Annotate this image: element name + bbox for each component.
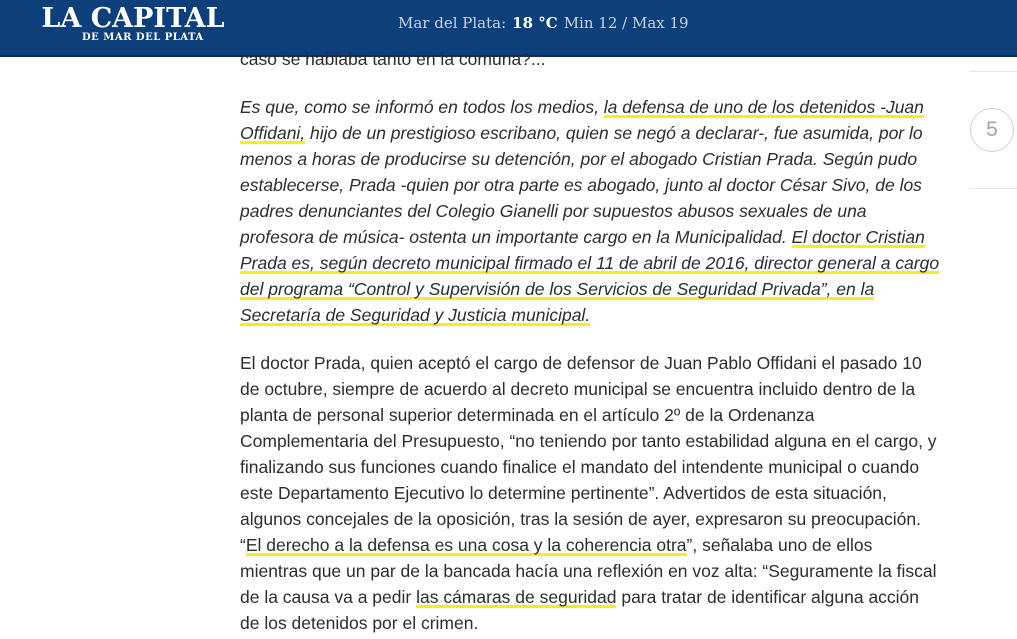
highlighted-text: las cámaras de seguridad (416, 587, 617, 607)
paragraph-text: hijo de un prestigioso escribano, quien se negó a declarar-, fue asumida, por lo menos a horas de producirse su detención, por el abogado Cristian Prada. Según pudo establecerse, Prada -quien por otra parte es abogado, junto al doctor César Sivo, de los padres denunciantes del Colegio Gianelli por supuestos abusos sexuales de una profesora de música- ostenta un importante cargo en la Municipalidad. (240, 123, 923, 247)
logo-subtitle: DE MAR DEL PLATA (82, 32, 204, 43)
logo-title: LA CAPITAL (41, 3, 225, 34)
weather-widget (398, 14, 689, 32)
weather-range: Min 12 / Max 19 (563, 14, 689, 32)
highlighted-text: El derecho a la defensa es una cosa y la coherencia otra (245, 535, 687, 555)
article-paragraph (240, 350, 940, 636)
comment-count-badge[interactable]: 5 (970, 108, 1014, 152)
site-logo[interactable] (22, 5, 244, 43)
highlighted-text: El doctor Cristian Prada es, según decreto municipal firmado el 11 de abril de 2016, director general a cargo del programa “Control y Supervisión de los Servicios de Seguridad Privada”, en la Secretaría de Seguridad y Justicia municipal. (240, 227, 940, 325)
paragraph-text: Es que, como se informó en todos los medios, (240, 97, 604, 117)
weather-city: Mar del Plata: (398, 14, 507, 32)
paragraph-text: ”, señalaba uno de ellos mientras que un par de la bancada hacía una reflexión en voz alta: “Seguramente la fiscal de la causa va a pedir (240, 535, 937, 607)
highlighted-text: la defensa de uno de los detenidos -Juan Offidani, (240, 97, 924, 143)
paragraph-text: para tratar de identificar alguna acción de los detenidos por el crimen. (240, 587, 920, 633)
article-body (240, 46, 940, 636)
article-paragraph: caso se hablaba tanto en la comuna?... (240, 49, 546, 69)
sidebar-divider (969, 71, 1017, 72)
weather-temperature: 18 °C (512, 14, 558, 32)
article-paragraph-quote (240, 94, 940, 328)
sidebar-divider (969, 188, 1017, 189)
paragraph-text: El doctor Prada, quien aceptó el cargo de defensor de Juan Pablo Offidani el pasado 10 de octubre, siempre de acuerdo al decreto municipal se encuentra incluido dentro de la planta de personal superior determinada en el artículo 2º de la Ordenanza Complementaria del Presupuesto, “no teniendo por tanto estabilidad alguna en el cargo, y finalizando sus funciones cuando finalice el mandato del intendente municipal o cuando este Departamento Ejecutivo lo determine pertinente”. Advertidos de esta situación, algunos concejales de la oposición, tras la sesión de ayer, expresaron su preocupación. “ (240, 353, 937, 555)
